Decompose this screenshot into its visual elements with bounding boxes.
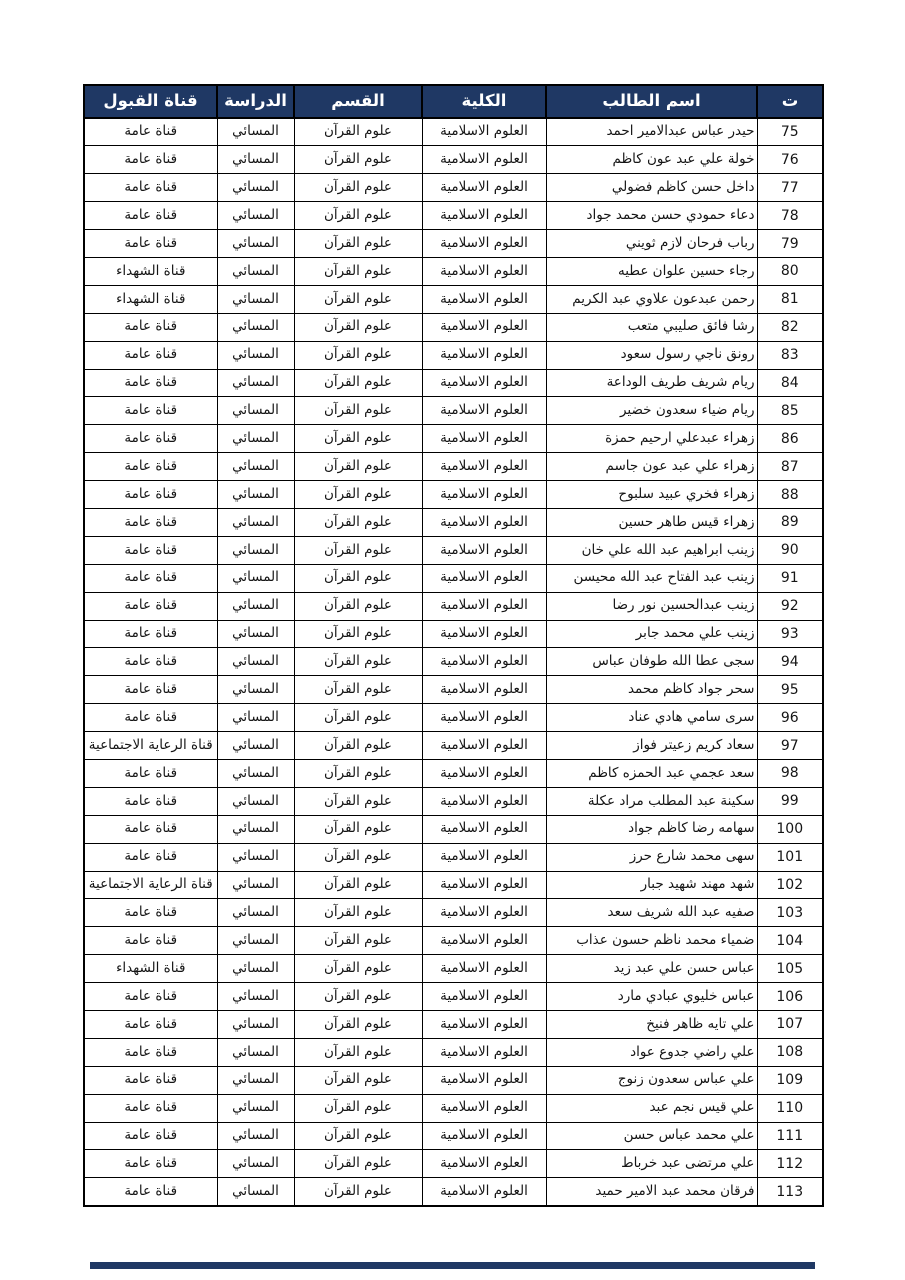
cell-dept: علوم القرآن [294,1150,422,1178]
cell-no: 81 [757,285,823,313]
cell-no: 79 [757,230,823,258]
cell-name: شهد مهند شهيد جبار [546,871,757,899]
cell-study: المسائي [217,425,294,453]
cell-name: فرقان محمد عبد الامير حميد [546,1178,757,1206]
cell-no: 87 [757,453,823,481]
col-header-admission-channel: قناة القبول [84,85,217,118]
cell-dept: علوم القرآن [294,676,422,704]
table-row [84,732,823,760]
table-row [84,341,823,369]
cell-channel: قناة الشهداء [84,955,217,983]
cell-study: المسائي [217,592,294,620]
page-footer-bar [90,1262,815,1269]
table-row [84,704,823,732]
cell-no: 95 [757,676,823,704]
cell-dept: علوم القرآن [294,1066,422,1094]
cell-dept: علوم القرآن [294,732,422,760]
table-row [84,1150,823,1178]
cell-name: رشا فائق صليبي متعب [546,313,757,341]
cell-college: العلوم الاسلامية [422,648,546,676]
cell-channel: قناة عامة [84,174,217,202]
table-row [84,1011,823,1039]
cell-dept: علوم القرآن [294,257,422,285]
cell-no: 108 [757,1038,823,1066]
cell-dept: علوم القرآن [294,899,422,927]
cell-channel: قناة عامة [84,899,217,927]
cell-dept: علوم القرآن [294,1094,422,1122]
cell-no: 85 [757,397,823,425]
cell-no: 99 [757,787,823,815]
cell-college: العلوم الاسلامية [422,1150,546,1178]
cell-college: العلوم الاسلامية [422,759,546,787]
cell-name: سعد عجمي عبد الحمزه كاظم [546,759,757,787]
cell-name: ضمياء محمد ناظم حسون عذاب [546,927,757,955]
cell-dept: علوم القرآن [294,1122,422,1150]
cell-channel: قناة عامة [84,425,217,453]
table-row [84,1038,823,1066]
cell-study: المسائي [217,341,294,369]
cell-name: سرى سامي هادي عناد [546,704,757,732]
table-body [84,118,823,1206]
cell-name: سعاد كريم زعيتر فواز [546,732,757,760]
cell-study: المسائي [217,174,294,202]
cell-channel: قناة عامة [84,927,217,955]
cell-dept: علوم القرآن [294,1178,422,1206]
cell-study: المسائي [217,676,294,704]
cell-study: المسائي [217,1122,294,1150]
cell-no: 91 [757,564,823,592]
cell-channel: قناة عامة [84,1122,217,1150]
cell-channel: قناة عامة [84,592,217,620]
cell-name: ريام ضياء سعدون خضير [546,397,757,425]
cell-name: رحمن عبدعون علاوي عبد الكريم [546,285,757,313]
cell-channel: قناة عامة [84,564,217,592]
cell-name: خولة علي عبد عون كاظم [546,146,757,174]
cell-college: العلوم الاسلامية [422,1011,546,1039]
cell-study: المسائي [217,843,294,871]
table-row [84,230,823,258]
cell-channel: قناة عامة [84,704,217,732]
cell-college: العلوم الاسلامية [422,1038,546,1066]
cell-channel: قناة عامة [84,1066,217,1094]
cell-name: علي محمد عباس حسن [546,1122,757,1150]
cell-channel: قناة عامة [84,118,217,146]
table-row [84,1122,823,1150]
cell-study: المسائي [217,202,294,230]
cell-name: سكينة عبد المطلب مراد عكلة [546,787,757,815]
cell-channel: قناة عامة [84,759,217,787]
cell-name: سحر جواد كاظم محمد [546,676,757,704]
cell-name: زهراء علي عبد عون جاسم [546,453,757,481]
cell-study: المسائي [217,704,294,732]
table-row [84,453,823,481]
cell-study: المسائي [217,620,294,648]
cell-no: 82 [757,313,823,341]
cell-study: المسائي [217,899,294,927]
cell-college: العلوم الاسلامية [422,564,546,592]
cell-dept: علوم القرآن [294,481,422,509]
cell-dept: علوم القرآن [294,146,422,174]
cell-college: العلوم الاسلامية [422,927,546,955]
table-row [84,369,823,397]
cell-name: ريام شريف طريف الوداعة [546,369,757,397]
cell-no: 78 [757,202,823,230]
cell-study: المسائي [217,118,294,146]
cell-no: 93 [757,620,823,648]
students-table [83,84,824,1207]
col-header-student-name: اسم الطالب [546,85,757,118]
cell-no: 104 [757,927,823,955]
table-row [84,508,823,536]
cell-college: العلوم الاسلامية [422,732,546,760]
cell-no: 98 [757,759,823,787]
cell-name: علي مرتضى عبد خرباط [546,1150,757,1178]
cell-college: العلوم الاسلامية [422,1094,546,1122]
cell-study: المسائي [217,787,294,815]
cell-channel: قناة عامة [84,508,217,536]
table-row [84,174,823,202]
cell-dept: علوم القرآن [294,871,422,899]
cell-college: العلوم الاسلامية [422,592,546,620]
cell-dept: علوم القرآن [294,564,422,592]
cell-college: العلوم الاسلامية [422,1066,546,1094]
cell-channel: قناة عامة [84,536,217,564]
cell-study: المسائي [217,313,294,341]
cell-study: المسائي [217,815,294,843]
cell-college: العلوم الاسلامية [422,843,546,871]
col-header-study-type: الدراسة [217,85,294,118]
cell-name: داخل حسن كاظم فضولي [546,174,757,202]
cell-dept: علوم القرآن [294,508,422,536]
cell-college: العلوم الاسلامية [422,481,546,509]
cell-channel: قناة عامة [84,1038,217,1066]
cell-college: العلوم الاسلامية [422,676,546,704]
col-header-college: الكلية [422,85,546,118]
cell-college: العلوم الاسلامية [422,230,546,258]
cell-dept: علوم القرآن [294,1038,422,1066]
cell-college: العلوم الاسلامية [422,704,546,732]
cell-no: 77 [757,174,823,202]
col-header-department: القسم [294,85,422,118]
cell-name: علي راضي جدوع عواد [546,1038,757,1066]
cell-study: المسائي [217,871,294,899]
table-row [84,899,823,927]
cell-study: المسائي [217,955,294,983]
cell-name: رجاء حسين علوان عطيه [546,257,757,285]
cell-channel: قناة عامة [84,1150,217,1178]
cell-study: المسائي [217,285,294,313]
cell-college: العلوم الاسلامية [422,146,546,174]
cell-study: المسائي [217,732,294,760]
cell-dept: علوم القرآن [294,843,422,871]
cell-channel: قناة عامة [84,397,217,425]
cell-no: 101 [757,843,823,871]
cell-channel: قناة الشهداء [84,285,217,313]
cell-dept: علوم القرآن [294,313,422,341]
cell-name: علي عباس سعدون زنوج [546,1066,757,1094]
cell-study: المسائي [217,397,294,425]
cell-college: العلوم الاسلامية [422,620,546,648]
cell-dept: علوم القرآن [294,787,422,815]
cell-study: المسائي [217,508,294,536]
cell-no: 106 [757,983,823,1011]
cell-no: 88 [757,481,823,509]
cell-college: العلوم الاسلامية [422,341,546,369]
table-row [84,313,823,341]
cell-dept: علوم القرآن [294,955,422,983]
cell-college: العلوم الاسلامية [422,202,546,230]
cell-channel: قناة الشهداء [84,257,217,285]
table-row [84,787,823,815]
cell-college: العلوم الاسلامية [422,815,546,843]
cell-name: علي قيس نجم عبد [546,1094,757,1122]
cell-channel: قناة عامة [84,1011,217,1039]
cell-no: 92 [757,592,823,620]
cell-dept: علوم القرآن [294,174,422,202]
cell-name: سهامه رضا كاظم جواد [546,815,757,843]
table-row [84,843,823,871]
cell-dept: علوم القرآن [294,397,422,425]
cell-no: 111 [757,1122,823,1150]
cell-name: زهراء عبدعلي ارحيم حمزة [546,425,757,453]
table-row [84,1178,823,1206]
cell-college: العلوم الاسلامية [422,118,546,146]
cell-no: 94 [757,648,823,676]
cell-college: العلوم الاسلامية [422,1178,546,1206]
cell-channel: قناة عامة [84,146,217,174]
cell-study: المسائي [217,481,294,509]
cell-college: العلوم الاسلامية [422,453,546,481]
cell-college: العلوم الاسلامية [422,257,546,285]
cell-no: 113 [757,1178,823,1206]
cell-no: 107 [757,1011,823,1039]
cell-college: العلوم الاسلامية [422,787,546,815]
cell-study: المسائي [217,257,294,285]
cell-dept: علوم القرآن [294,648,422,676]
cell-college: العلوم الاسلامية [422,871,546,899]
cell-college: العلوم الاسلامية [422,1122,546,1150]
cell-study: المسائي [217,536,294,564]
table-row [84,676,823,704]
table-row [84,1066,823,1094]
cell-dept: علوم القرآن [294,759,422,787]
cell-channel: قناة عامة [84,341,217,369]
cell-channel: قناة عامة [84,481,217,509]
cell-no: 83 [757,341,823,369]
cell-study: المسائي [217,1038,294,1066]
cell-dept: علوم القرآن [294,927,422,955]
cell-name: رونق ناجي رسول سعود [546,341,757,369]
cell-college: العلوم الاسلامية [422,285,546,313]
table-row [84,648,823,676]
cell-no: 80 [757,257,823,285]
cell-channel: قناة عامة [84,1178,217,1206]
cell-college: العلوم الاسلامية [422,425,546,453]
cell-name: زينب عبد الفتاح عبد الله محيسن [546,564,757,592]
cell-dept: علوم القرآن [294,620,422,648]
cell-no: 90 [757,536,823,564]
cell-no: 89 [757,508,823,536]
cell-dept: علوم القرآن [294,704,422,732]
cell-dept: علوم القرآن [294,983,422,1011]
cell-name: زينب علي محمد جابر [546,620,757,648]
cell-study: المسائي [217,230,294,258]
cell-dept: علوم القرآن [294,536,422,564]
cell-name: عباس خليوي عبادي مارد [546,983,757,1011]
cell-name: زهراء قيس طاهر حسين [546,508,757,536]
cell-study: المسائي [217,927,294,955]
cell-study: المسائي [217,1178,294,1206]
cell-dept: علوم القرآن [294,592,422,620]
cell-channel: قناة عامة [84,983,217,1011]
cell-dept: علوم القرآن [294,369,422,397]
table-row [84,285,823,313]
cell-name: سهى محمد شارع حرز [546,843,757,871]
cell-name: صفيه عبد الله شريف سعد [546,899,757,927]
cell-study: المسائي [217,1011,294,1039]
table-row [84,397,823,425]
cell-college: العلوم الاسلامية [422,899,546,927]
cell-name: دعاء حمودي حسن محمد جواد [546,202,757,230]
cell-dept: علوم القرآن [294,202,422,230]
cell-dept: علوم القرآن [294,285,422,313]
cell-channel: قناة عامة [84,202,217,230]
cell-channel: قناة عامة [84,313,217,341]
cell-study: المسائي [217,453,294,481]
table-row [84,257,823,285]
cell-name: علي تايه ظاهر فنيخ [546,1011,757,1039]
cell-name: زينب عبدالحسين نور رضا [546,592,757,620]
cell-no: 110 [757,1094,823,1122]
cell-name: سجى عطا الله طوفان عباس [546,648,757,676]
table-row [84,564,823,592]
cell-dept: علوم القرآن [294,341,422,369]
cell-no: 112 [757,1150,823,1178]
cell-no: 84 [757,369,823,397]
cell-name: رباب فرحان لازم ثويني [546,230,757,258]
table-row [84,1094,823,1122]
table-row [84,146,823,174]
cell-college: العلوم الاسلامية [422,174,546,202]
cell-channel: قناة عامة [84,453,217,481]
cell-college: العلوم الاسلامية [422,955,546,983]
table-row [84,927,823,955]
table-header-row [84,85,823,118]
cell-study: المسائي [217,564,294,592]
cell-study: المسائي [217,1150,294,1178]
cell-name: عباس حسن علي عبد زيد [546,955,757,983]
cell-channel: قناة عامة [84,1094,217,1122]
cell-no: 76 [757,146,823,174]
cell-college: العلوم الاسلامية [422,983,546,1011]
cell-no: 100 [757,815,823,843]
cell-dept: علوم القرآن [294,815,422,843]
cell-no: 105 [757,955,823,983]
cell-name: زينب ابراهيم عبد الله علي خان [546,536,757,564]
cell-channel: قناة عامة [84,815,217,843]
cell-dept: علوم القرآن [294,425,422,453]
cell-channel: قناة عامة [84,648,217,676]
cell-channel: قناة عامة [84,843,217,871]
table-row [84,759,823,787]
table-row [84,118,823,146]
cell-no: 109 [757,1066,823,1094]
cell-no: 103 [757,899,823,927]
cell-college: العلوم الاسلامية [422,536,546,564]
cell-college: العلوم الاسلامية [422,369,546,397]
table-row [84,425,823,453]
cell-channel: قناة عامة [84,230,217,258]
table-row [84,536,823,564]
cell-study: المسائي [217,648,294,676]
cell-study: المسائي [217,1066,294,1094]
cell-dept: علوم القرآن [294,118,422,146]
cell-channel: قناة عامة [84,369,217,397]
cell-college: العلوم الاسلامية [422,397,546,425]
cell-name: زهراء فخري عبيد سلبوح [546,481,757,509]
cell-no: 102 [757,871,823,899]
table-row [84,481,823,509]
cell-study: المسائي [217,759,294,787]
table-row [84,955,823,983]
cell-channel: قناة الرعاية الاجتماعية [84,871,217,899]
cell-dept: علوم القرآن [294,230,422,258]
cell-dept: علوم القرآن [294,453,422,481]
cell-study: المسائي [217,369,294,397]
cell-name: حيدر عباس عبدالامير احمد [546,118,757,146]
cell-study: المسائي [217,1094,294,1122]
cell-channel: قناة عامة [84,620,217,648]
table-row [84,983,823,1011]
col-header-no: ت [757,85,823,118]
cell-no: 86 [757,425,823,453]
cell-no: 75 [757,118,823,146]
cell-no: 96 [757,704,823,732]
cell-dept: علوم القرآن [294,1011,422,1039]
table-row [84,592,823,620]
table-row [84,871,823,899]
cell-channel: قناة عامة [84,676,217,704]
cell-college: العلوم الاسلامية [422,508,546,536]
cell-channel: قناة الرعاية الاجتماعية [84,732,217,760]
cell-channel: قناة عامة [84,787,217,815]
table-row [84,815,823,843]
cell-no: 97 [757,732,823,760]
table-row [84,620,823,648]
cell-study: المسائي [217,146,294,174]
table-row [84,202,823,230]
cell-study: المسائي [217,983,294,1011]
cell-college: العلوم الاسلامية [422,313,546,341]
